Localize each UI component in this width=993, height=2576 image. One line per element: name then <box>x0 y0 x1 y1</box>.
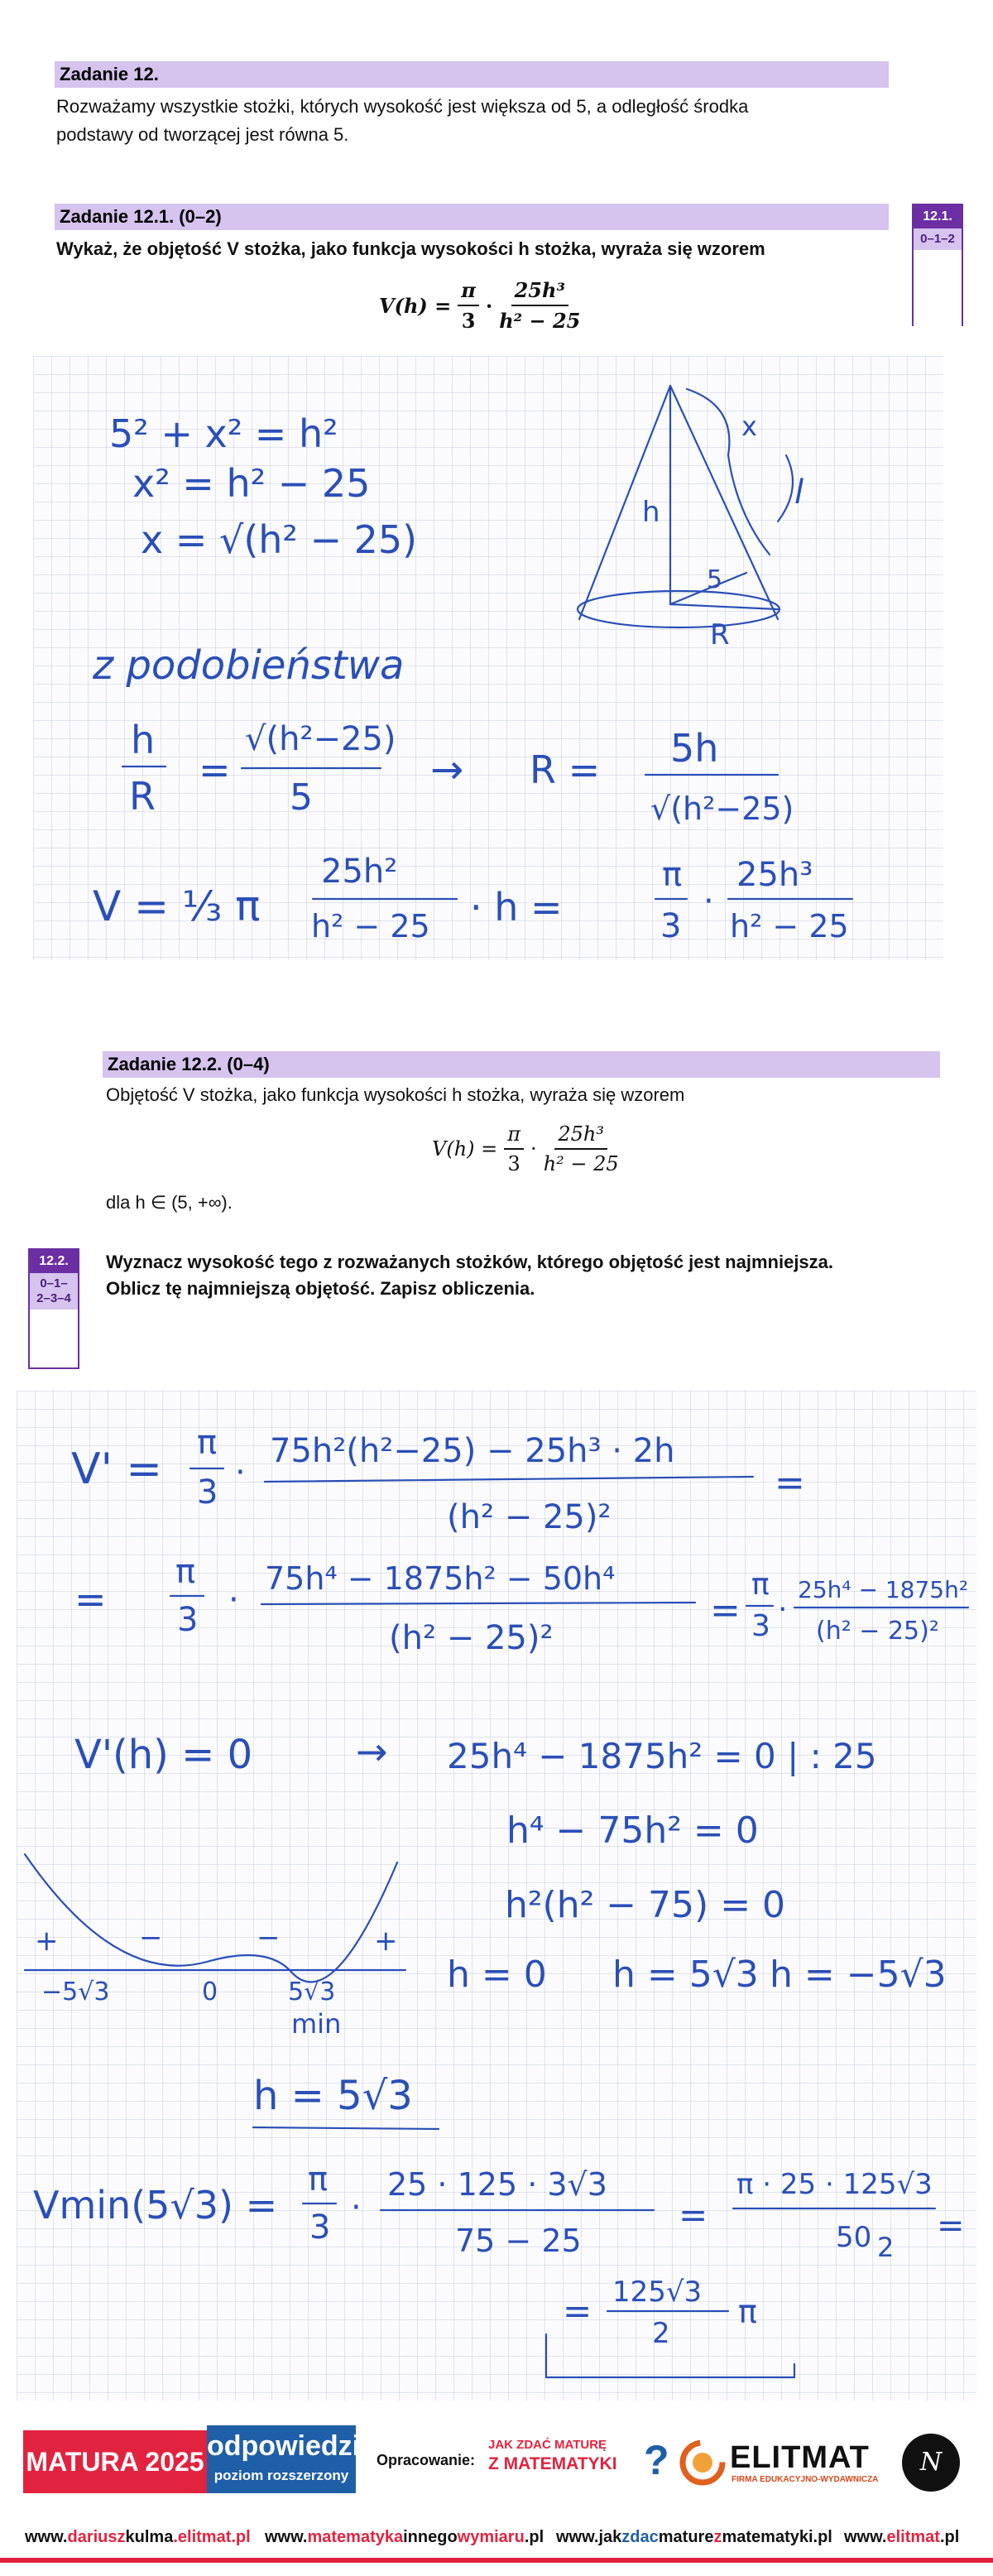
hw2-b5: 75h⁴ − 1875h² − 50h⁴ <box>265 1560 616 1597</box>
footer-red-line <box>0 2558 993 2563</box>
hw2-i2: 125√3 <box>612 2276 703 2309</box>
hw2-a1: V' = <box>71 1444 162 1494</box>
hw2-h6: 75 − 25 <box>455 2223 582 2259</box>
hw2-f3: h = −5√3 <box>770 1954 947 1996</box>
task-12-1-header: Zadanie 12.1. (0–2) <box>55 204 889 230</box>
score-box-entry[interactable] <box>914 250 962 326</box>
formula2-lhs: V(h) = <box>432 1137 498 1161</box>
handwriting-12-1 <box>33 356 943 960</box>
hw2-h8: π · 25 · 125√3 <box>736 2168 933 2201</box>
hw2-b2: π <box>175 1553 196 1591</box>
hw2-c2: → <box>356 1729 388 1774</box>
hw-vol-den: h² − 25 <box>311 908 430 944</box>
odpowiedzi-badge <box>207 2425 361 2493</box>
hw2-d1: h⁴ − 75h² = 0 <box>506 1809 759 1852</box>
jak-zdac-line1: JAK ZDAĆ MATURĘ <box>488 2438 607 2452</box>
axis-point-2: 0 <box>202 1978 218 2006</box>
hw2-i4: π <box>738 2294 757 2330</box>
hw2-f2: h = 5√3 <box>612 1954 759 1996</box>
task-12-2-formula <box>432 1122 619 1175</box>
formula-dot: · <box>485 293 493 318</box>
formula-numerator: 25h³ <box>511 278 568 306</box>
score-box-label: 12.1. <box>914 205 962 228</box>
hw-vol-h: · h = <box>470 885 563 930</box>
hw2-c3: 25h⁴ − 1875h² = 0 | : 25 <box>447 1736 877 1776</box>
jak-zdac-line2: Z MATEMATYKI <box>488 2454 617 2473</box>
task-12-2-instruction-line2: Oblicz tę najmniejszą objętość. Zapisz obliczenia. <box>106 1278 535 1299</box>
task-12-2-line1: Objętość V stożka, jako funkcja wysokości h stożka, wyraża się wzorem <box>106 1084 685 1105</box>
hw-sqrt-num: √(h²−25) <box>245 720 396 758</box>
formula-main-fraction <box>499 278 580 333</box>
sign-plus-1: + <box>35 1925 59 1958</box>
sign-minus-2: − <box>257 1921 281 1954</box>
hw-5h: 5h <box>670 726 719 771</box>
formula2-pi-fraction <box>504 1122 524 1175</box>
cone-label-5: 5 <box>707 565 723 594</box>
hw-R-eq: R = <box>530 747 601 792</box>
hw-vol-den2: h² − 25 <box>730 908 849 944</box>
answer-frame <box>546 2334 794 2377</box>
hw2-b1: = <box>74 1577 107 1622</box>
hw2-h1: Vmin(5√3) = <box>33 2183 278 2228</box>
hw-line-3: x = √(h² − 25) <box>141 517 418 562</box>
formula2-main-fraction <box>544 1122 619 1175</box>
hw2-i1: = <box>563 2290 592 2331</box>
score-box-12-2 <box>28 1248 79 1369</box>
hw2-a6: (h² − 25)² <box>447 1498 612 1536</box>
hw-vol-num: 25h² <box>321 853 398 891</box>
hw2-h11: = <box>937 2207 965 2245</box>
hw2-b9: 3 <box>751 1609 770 1643</box>
formula-lhs: V(h) = <box>379 293 452 318</box>
elitmat-swirl-icon <box>679 2439 727 2487</box>
answer-sheet-12-1 <box>33 356 943 960</box>
hw-ratio-R: R <box>129 774 156 819</box>
formula2-three: 3 <box>507 1152 520 1175</box>
task-12-1-instruction: Wykaż, że objętość V stożka, jako funkcja wysokości h stożka, wyraża się wzorem <box>56 238 765 259</box>
hw-ratio-h: h <box>131 718 156 762</box>
hw2-a5: 75h²(h²−25) − 25h³ · 2h <box>270 1432 675 1470</box>
hw2-a2: π <box>197 1424 218 1462</box>
hw2-c1: V'(h) = 0 <box>74 1732 253 1778</box>
hw2-a7: = <box>775 1462 805 1504</box>
hw2-h2: π <box>308 2160 329 2199</box>
sign-chart <box>25 1854 405 2040</box>
score-box-2-points-line2: 2–3–4 <box>36 1291 71 1305</box>
odpowiedzi-level: poziom rozszerzony <box>213 2468 349 2483</box>
hw-line-4: z podobieństwa <box>93 642 405 689</box>
formula2-pi: π <box>504 1122 524 1150</box>
odpowiedzi-title: odpowiedzi <box>207 2430 361 2462</box>
link-dariuszkulma[interactable]: www.dariuszkulma.elitmat.pl <box>25 2528 251 2546</box>
hw2-b8: π <box>751 1568 770 1602</box>
hw2-b4: · <box>228 1581 239 1619</box>
cone-label-x: x <box>741 411 757 442</box>
hw-five: 5 <box>290 776 313 819</box>
axis-point-1: −5√3 <box>41 1978 110 2006</box>
task-12-intro-line2: podstawy od tworzącej jest równa 5. <box>56 124 349 145</box>
axis-point-3: 5√3 <box>288 1978 336 2006</box>
matura-badge: MATURA 2025 <box>23 2430 207 2493</box>
cone-label-h: h <box>642 496 660 529</box>
formula-pi-fraction <box>458 278 479 333</box>
hw-line-1: 5² + x² = h² <box>109 411 338 456</box>
formula-pi: π <box>458 278 479 306</box>
task-12-2-instruction-line1: Wyznacz wysokość tego z rozważanych stożków, którego objętość jest najmniejsza. <box>106 1252 834 1272</box>
hw-eq-1: = <box>199 747 231 792</box>
hw2-b7: = <box>710 1589 741 1632</box>
hw2-b11: 25h⁴ − 1875h² <box>798 1576 969 1603</box>
formula2-dot: · <box>530 1137 537 1161</box>
score-box-12-1 <box>912 204 963 326</box>
sign-minus-1: − <box>139 1921 163 1954</box>
handwriting-12-2 <box>17 1391 976 2401</box>
formula2-numerator: 25h³ <box>554 1122 607 1150</box>
cone-label-R: R <box>710 618 730 651</box>
hw-sqrt-den: √(h²−25) <box>650 791 794 827</box>
cone-label-l: l <box>794 473 804 512</box>
hw2-b3: 3 <box>177 1601 199 1639</box>
hw2-e1: h²(h² − 75) = 0 <box>505 1884 786 1926</box>
elitmat-word: ELITMAT <box>730 2440 870 2475</box>
hw2-b10: · <box>778 1593 788 1627</box>
footer-links <box>0 2508 993 2576</box>
score-box-2-label: 12.2. <box>30 1250 78 1273</box>
hw2-g1: h = 5√3 <box>253 2073 413 2119</box>
hw2-b12: (h² − 25)² <box>816 1617 939 1646</box>
jak-zdac-question: ? <box>644 2437 669 2483</box>
hw2-h4: · <box>351 2189 362 2227</box>
hw2-a3: 3 <box>197 1473 218 1511</box>
jak-zdac-logo <box>488 2437 669 2487</box>
hw2-h10: 2 <box>877 2232 895 2263</box>
hw-vol-3: 3 <box>660 907 682 945</box>
cone-sketch <box>578 386 804 651</box>
hw-vol-pi: π <box>662 856 683 894</box>
hw-vol-num2: 25h³ <box>736 856 813 894</box>
hw2-a4: · <box>235 1454 246 1492</box>
opracowanie-label: Opracowanie: <box>377 2452 476 2468</box>
min-label: min <box>291 2008 342 2040</box>
formula-three: 3 <box>461 309 476 333</box>
answer-sheet-12-2 <box>17 1391 976 2401</box>
hw2-f1: h = 0 <box>447 1954 547 1996</box>
hw2-h9: 50 <box>836 2221 872 2254</box>
score-box-2-points-line1: 0–1– <box>40 1276 68 1290</box>
hw2-b6: (h² − 25)² <box>389 1619 554 1657</box>
hw-line-2: x² = h² − 25 <box>132 461 371 506</box>
hw-vol-dot: · <box>703 882 714 920</box>
link-matematykainnegowymiaru[interactable]: www.matematykainnegowymiaru.pl <box>265 2528 544 2546</box>
hw2-h3: 3 <box>309 2208 331 2247</box>
formula-denominator: h² − 25 <box>499 309 581 333</box>
elitmat-logo <box>679 2439 885 2488</box>
score-box-2-entry[interactable] <box>30 1310 78 1367</box>
task-12-header: Zadanie 12. <box>55 61 889 88</box>
sign-plus-2: + <box>374 1925 398 1958</box>
link-jakzdacmaturezmatematyki[interactable]: www.jakzdacmaturezmatematyki.pl <box>556 2528 832 2546</box>
hw2-i3: 2 <box>652 2317 670 2350</box>
hw-vol-lhs: V = ⅓ π <box>93 882 261 930</box>
link-elitmat[interactable]: www.elitmat.pl <box>844 2528 960 2546</box>
task-12-intro-line1: Rozważamy wszystkie stożki, których wysokość jest większa od 5, a odległość środka <box>56 96 749 117</box>
score-box-2-points <box>30 1273 78 1310</box>
hw2-h7: = <box>679 2194 708 2235</box>
elitmat-subtitle: FIRMA EDUKACYJNO-WYDAWNICZA <box>732 2475 879 2484</box>
n-logo-icon: N <box>902 2434 960 2492</box>
hw2-h5: 25 · 125 · 3√3 <box>387 2166 607 2203</box>
hw-arrow: → <box>430 747 464 793</box>
task-12-1-formula <box>379 278 580 333</box>
task-12-2-domain: dla h ∈ (5, +∞). <box>106 1192 233 1213</box>
task-12-2-header: Zadanie 12.2. (0–4) <box>103 1051 940 1078</box>
formula2-denominator: h² − 25 <box>543 1152 619 1175</box>
score-box-points: 0–1–2 <box>914 228 962 250</box>
